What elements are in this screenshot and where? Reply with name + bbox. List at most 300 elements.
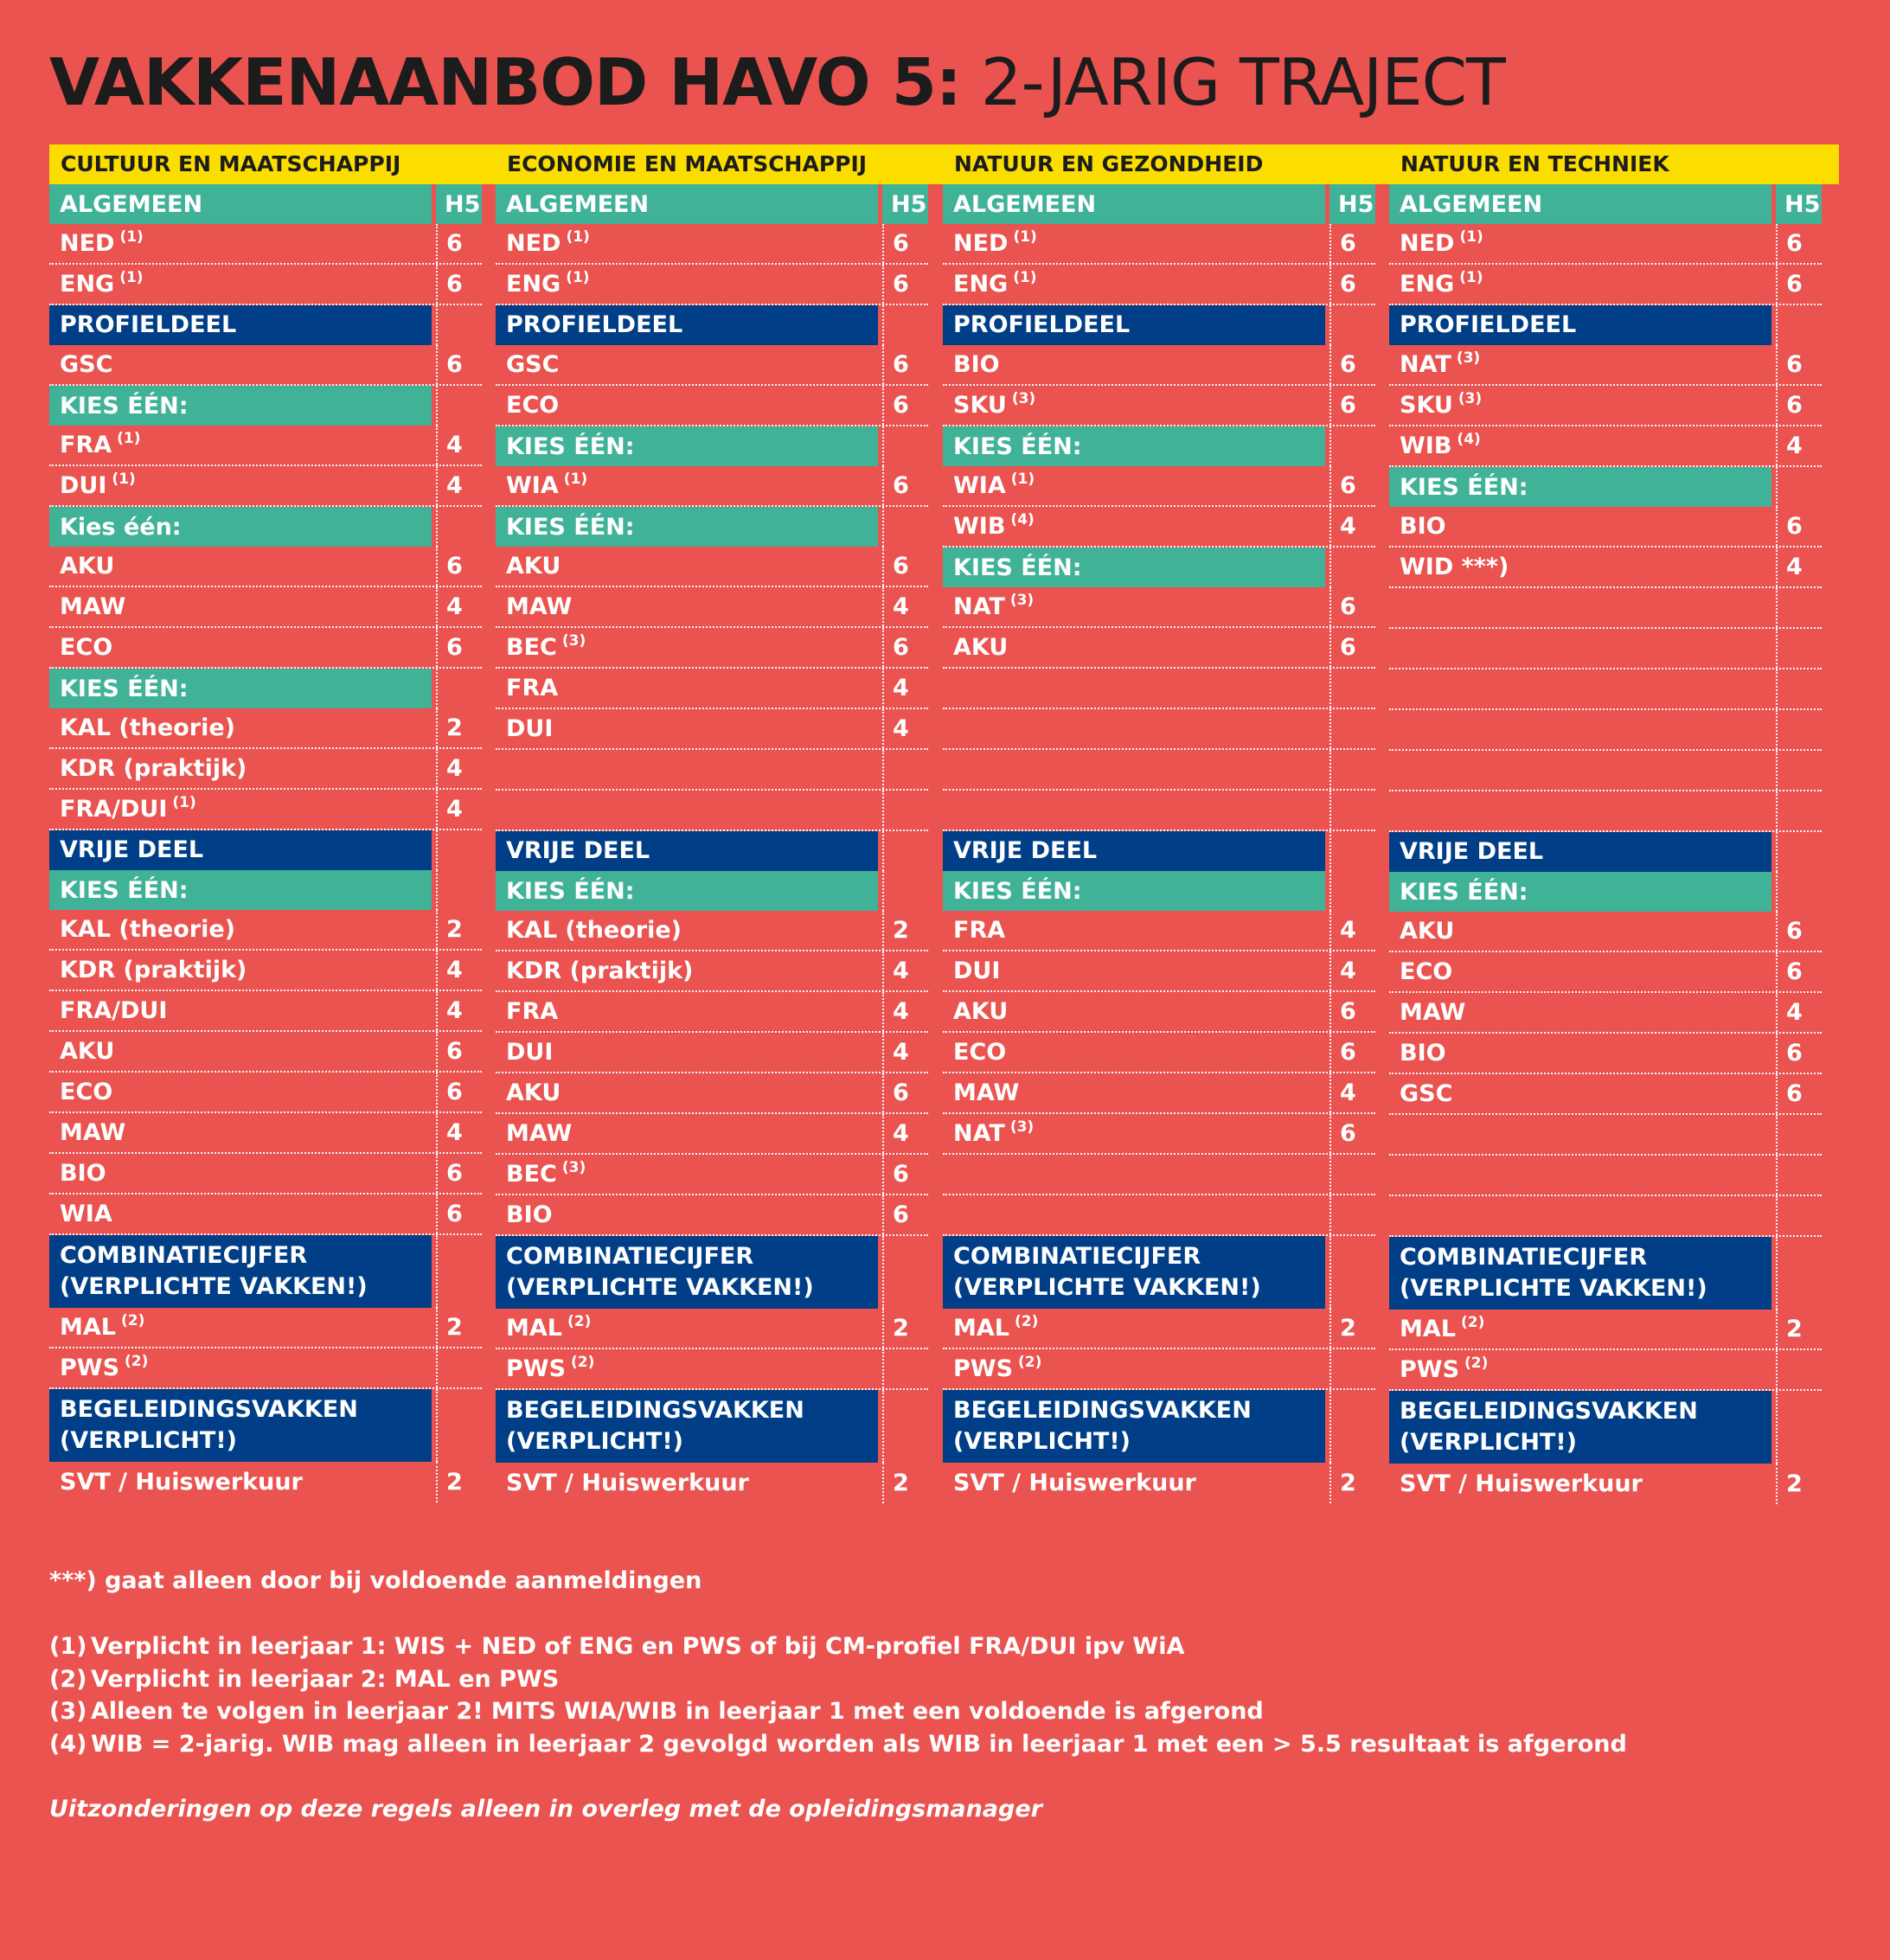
subject-name [943, 709, 1325, 748]
subject-name [49, 628, 432, 667]
hours-value: 4 [1329, 1073, 1375, 1112]
subject-label: AKU [953, 634, 1009, 661]
hours-value: 6 [1776, 507, 1822, 546]
hours-value: 6 [1776, 345, 1822, 384]
footnote-2 [49, 1666, 559, 1693]
hours-value: 6 [1329, 1114, 1375, 1153]
subject-name [496, 911, 878, 950]
subject-label: VRIJE DEEL [60, 836, 204, 863]
subject-label: SKU [953, 392, 1007, 419]
section-header [496, 831, 928, 871]
hours-value: 6 [1329, 628, 1375, 667]
subject-row [49, 1348, 482, 1389]
subject-label: MAL [506, 1315, 562, 1342]
subject-row [496, 1195, 928, 1236]
subject-row [943, 709, 1375, 750]
subject-row [943, 587, 1375, 628]
subject-name [1389, 1196, 1771, 1235]
subject-label: FRA [506, 675, 559, 701]
subject-row [943, 507, 1375, 548]
section-header-algemeen [943, 184, 1375, 224]
section-header [496, 1390, 928, 1463]
hours-value: 6 [436, 1073, 482, 1111]
subject-label: BIO [506, 1201, 553, 1228]
subject-row [496, 709, 928, 750]
subject-name [943, 265, 1325, 304]
subject-name [1389, 507, 1771, 546]
hours-value: 4 [436, 466, 482, 505]
hours-value: 6 [882, 628, 928, 667]
footnote-text: Verplicht in leerjaar 2: MAL en PWS [91, 1666, 560, 1693]
hours-value: 6 [436, 345, 482, 384]
hours-value [1329, 750, 1375, 789]
subject-row [1389, 1074, 1822, 1115]
subject-row [49, 1073, 482, 1113]
subject-row [49, 345, 482, 386]
subject-label: GSC [1400, 1080, 1453, 1107]
subject-row [496, 1309, 928, 1349]
subject-label: PROFIELDEEL [506, 311, 683, 338]
subject-row [49, 749, 482, 790]
subject-label: AKU [506, 553, 561, 580]
subject-row [496, 1073, 928, 1114]
hours-value: 2 [436, 1462, 482, 1502]
subject-label: SVT / Huiswerkuur [60, 1469, 303, 1496]
subject-row [496, 587, 928, 628]
subject-name [49, 1032, 432, 1071]
subject-row [49, 1462, 482, 1502]
hours-value [882, 305, 928, 345]
hours-value: 6 [1329, 466, 1375, 505]
hours-value: 6 [436, 224, 482, 263]
subject-label: AKU [1400, 918, 1455, 945]
hours-value: 2 [436, 1308, 482, 1347]
subject-label: NAT [953, 1120, 1005, 1147]
subject-label: ALGEMEEN [953, 190, 1097, 218]
subject-label: PWS [506, 1355, 567, 1382]
subject-name [496, 426, 878, 466]
hours-value [1329, 709, 1375, 748]
subject-label: ENG [506, 271, 561, 298]
subject-name [496, 628, 878, 667]
subject-row [1389, 1350, 1822, 1391]
subject-row [943, 224, 1375, 265]
subject-label: NED [506, 230, 561, 257]
footnote-ref: (2) [1018, 1353, 1042, 1371]
footnote-ref: (1) [1459, 227, 1483, 246]
hours-value: 4 [436, 426, 482, 464]
footnote-1 [49, 1633, 1184, 1660]
subject-name [49, 547, 432, 586]
choice-header [496, 871, 928, 911]
hours-value [882, 1390, 928, 1463]
footnote-ref: (2) [567, 1312, 592, 1330]
section-header [1389, 305, 1822, 345]
profile-column-nt [1389, 184, 1822, 1508]
hours-value [1329, 1349, 1375, 1388]
hours-value: 6 [436, 547, 482, 586]
hours-value: 2 [882, 911, 928, 950]
subject-row [1389, 993, 1822, 1034]
hours-value: 6 [882, 1155, 928, 1194]
subject-label: SKU [1400, 392, 1453, 419]
subject-name [1389, 426, 1771, 465]
hours-value [1776, 872, 1822, 912]
subject-name [496, 750, 878, 789]
subject-label: ENG [953, 271, 1009, 298]
subject-label: PROFIELDEEL [953, 311, 1131, 338]
subject-name [943, 911, 1325, 950]
hours-value: 4 [1776, 548, 1822, 586]
subject-name [496, 831, 878, 871]
hours-value [436, 386, 482, 426]
subject-row [496, 547, 928, 587]
subject-name [1389, 669, 1771, 708]
subject-label: SVT / Huiswerkuur [506, 1470, 749, 1496]
category-title-nt: NATUUR EN TECHNIEK [1400, 151, 1669, 176]
hours-value: 4 [1776, 426, 1822, 465]
subject-name [1389, 872, 1771, 912]
subject-row [1389, 952, 1822, 993]
choice-header [1389, 872, 1822, 912]
subject-row [1389, 1310, 1822, 1350]
subject-label: COMBINATIECIJFER (VERPLICHTE VAKKEN!) [1400, 1244, 1707, 1302]
subject-row [496, 791, 928, 831]
section-header [49, 1389, 482, 1462]
subject-label: FRA [60, 432, 112, 458]
footnote-label: (1) [49, 1633, 87, 1660]
subject-label: BIO [60, 1160, 106, 1187]
subject-label: WIA [60, 1201, 112, 1227]
subject-label: PWS [60, 1355, 120, 1381]
subject-row [496, 224, 928, 265]
hours-value [882, 426, 928, 466]
profile-column-ng [943, 184, 1375, 1508]
subject-row [943, 1033, 1375, 1073]
section-header [1389, 1237, 1822, 1310]
subject-label: NAT [953, 593, 1005, 620]
hours-value [1776, 629, 1822, 668]
footnote-ref: (2) [1460, 1313, 1485, 1331]
subject-name [943, 628, 1325, 667]
subject-label: VRIJE DEEL [953, 837, 1098, 864]
subject-label: AKU [953, 998, 1009, 1025]
subject-name [1389, 791, 1771, 830]
subject-row [496, 669, 928, 709]
subject-row [1389, 629, 1822, 669]
subject-label: PROFIELDEEL [1400, 311, 1577, 338]
footnote-ref: (2) [571, 1353, 595, 1371]
h5-column-header: H5 [1329, 184, 1375, 224]
subject-label: WIA [953, 472, 1006, 499]
subject-label: SVT / Huiswerkuur [1400, 1470, 1643, 1497]
subject-row [496, 951, 928, 992]
hours-value: 4 [882, 587, 928, 626]
subject-row [943, 265, 1375, 305]
subject-table [49, 144, 1839, 1508]
subject-name [496, 1155, 878, 1194]
subject-row [496, 1349, 928, 1390]
choice-header [496, 426, 928, 466]
subject-label: MAW [506, 1120, 573, 1147]
footnote-ref: (1) [566, 268, 590, 286]
subject-row [496, 628, 928, 669]
subject-name [943, 587, 1325, 626]
subject-name [1389, 386, 1771, 425]
section-header [1389, 1391, 1822, 1464]
hours-value: 4 [882, 951, 928, 990]
subject-name [496, 1309, 878, 1348]
choice-header [1389, 467, 1822, 507]
subject-label: SVT / Huiswerkuur [953, 1470, 1196, 1496]
subject-row [943, 628, 1375, 669]
footnote-ref: (1) [117, 429, 141, 447]
subject-row [496, 265, 928, 305]
subject-row [943, 750, 1375, 791]
subject-row [943, 911, 1375, 951]
subject-row [49, 910, 482, 951]
subject-name [943, 1309, 1325, 1348]
footnote-ref: (2) [1464, 1354, 1489, 1372]
subject-row [943, 1349, 1375, 1390]
hours-value [1776, 1237, 1822, 1310]
subject-row [1389, 1156, 1822, 1196]
subject-label: GSC [60, 351, 113, 378]
hours-value [436, 1235, 482, 1308]
subject-label: GSC [506, 351, 560, 378]
subject-row [49, 1308, 482, 1348]
subject-label: NED [60, 230, 115, 257]
hours-value [436, 1389, 482, 1462]
footnote-ref: (4) [1010, 510, 1035, 528]
hours-value: 4 [436, 790, 482, 829]
category-title-em: ECONOMIE EN MAATSCHAPPIJ [507, 151, 868, 176]
footnote-ref: (1) [1010, 470, 1035, 488]
hours-value: 2 [1329, 1309, 1375, 1348]
footnote-ref: (1) [1459, 268, 1483, 286]
subject-label: ALGEMEEN [60, 190, 203, 218]
footnote-label: (3) [49, 1698, 87, 1725]
subject-label: NED [1400, 230, 1455, 257]
subject-row [49, 628, 482, 669]
hours-value [1329, 1236, 1375, 1309]
subject-row [49, 1113, 482, 1154]
hours-value [1776, 305, 1822, 345]
subject-label: DUI [953, 958, 1001, 984]
hours-value [882, 507, 928, 547]
section-header [49, 1235, 482, 1308]
subject-label: KIES ÉÉN: [506, 513, 635, 541]
subject-label: KIES ÉÉN: [60, 392, 189, 420]
section-header [943, 1236, 1375, 1309]
footnote-label: (4) [49, 1731, 87, 1758]
subject-label: WID ***) [1400, 554, 1509, 580]
hours-value [1329, 871, 1375, 911]
footnote-ref: (3) [1458, 389, 1483, 407]
subject-name [496, 1349, 878, 1388]
hours-value: 4 [882, 1114, 928, 1153]
hours-value: 4 [436, 991, 482, 1030]
subject-name [943, 386, 1325, 425]
subject-row [496, 466, 928, 507]
hours-value [1776, 1350, 1822, 1389]
subject-label: PROFIELDEEL [60, 311, 237, 338]
footnote-ref: (1) [119, 227, 144, 246]
hours-value: 6 [1329, 587, 1375, 626]
subject-name [496, 466, 878, 505]
footnote-ref: (4) [1457, 430, 1481, 448]
subject-row [1389, 386, 1822, 426]
subject-name [49, 386, 432, 426]
subject-name [1389, 993, 1771, 1032]
subject-name [1389, 224, 1771, 263]
subject-label: FRA/DUI [60, 997, 168, 1024]
subject-label: WIA [506, 472, 559, 499]
subject-name [943, 1463, 1325, 1503]
subject-name [496, 345, 878, 384]
subject-name [49, 265, 432, 304]
subject-row [1389, 791, 1822, 832]
subject-name [943, 1155, 1325, 1194]
subject-row [49, 265, 482, 305]
subject-row [49, 991, 482, 1032]
subject-row [943, 1463, 1375, 1503]
subject-name [496, 951, 878, 990]
hours-value [1329, 669, 1375, 708]
hours-value: 6 [1776, 1074, 1822, 1113]
section-header-algemeen [496, 184, 928, 224]
subject-row [496, 750, 928, 791]
subject-label: BIO [1400, 1040, 1446, 1066]
subject-row [943, 669, 1375, 709]
hours-value: 6 [436, 265, 482, 304]
section-header [943, 1390, 1375, 1463]
subject-label: KIES ÉÉN: [506, 877, 635, 905]
footnote-ref: (1) [112, 470, 136, 488]
subject-name [49, 466, 432, 505]
choice-header [49, 870, 482, 910]
subject-name [49, 830, 432, 870]
subject-label: DUI [506, 1039, 554, 1066]
subject-name [943, 1390, 1325, 1463]
hours-value [1776, 1115, 1822, 1154]
subject-name [943, 1073, 1325, 1112]
subject-name [943, 1114, 1325, 1153]
subject-label: ENG [1400, 271, 1455, 298]
hours-value [1776, 791, 1822, 830]
subject-name [1389, 1034, 1771, 1073]
subject-label: FRA/DUI [60, 796, 168, 823]
subject-name [1389, 832, 1771, 872]
subject-name [943, 992, 1325, 1031]
subject-row [49, 1032, 482, 1073]
hours-value: 6 [1329, 345, 1375, 384]
section-header-algemeen [1389, 184, 1822, 224]
subject-name [496, 386, 878, 425]
choice-header [49, 669, 482, 708]
footnote-stars: ***) gaat alleen door bij voldoende aanmeldingen [49, 1567, 702, 1594]
subject-name [1389, 1350, 1771, 1389]
category-title-ng: NATUUR EN GEZONDHEID [954, 151, 1264, 176]
subject-label: ECO [60, 634, 113, 661]
hours-value: 6 [882, 547, 928, 586]
hours-value: 2 [1329, 1463, 1375, 1503]
hours-value: 6 [882, 265, 928, 304]
subject-name [943, 426, 1325, 466]
subject-name [49, 749, 432, 788]
subject-name [49, 1308, 432, 1347]
subject-name [496, 791, 878, 829]
hours-value [1329, 831, 1375, 871]
subject-row [1389, 426, 1822, 467]
subject-row [1389, 345, 1822, 386]
hours-value: 4 [1329, 911, 1375, 950]
subject-row [49, 426, 482, 466]
choice-header [49, 507, 482, 547]
subject-name [496, 507, 878, 547]
hours-value [882, 871, 928, 911]
subject-name [1389, 265, 1771, 304]
hours-value: 6 [882, 466, 928, 505]
hours-value: 2 [1776, 1310, 1822, 1348]
subject-name [496, 1114, 878, 1153]
subject-row [1389, 588, 1822, 629]
subject-row [1389, 1196, 1822, 1237]
subject-name [496, 709, 878, 748]
section-header [496, 1236, 928, 1309]
subject-name [1389, 467, 1771, 507]
footnote-3 [49, 1698, 1264, 1725]
footnote-ref: (2) [120, 1311, 145, 1329]
subject-label: KAL (theorie) [60, 714, 235, 741]
section-header [1389, 832, 1822, 872]
subject-label: MAL [60, 1314, 116, 1341]
subject-label: MAW [506, 593, 573, 620]
subject-row [1389, 710, 1822, 751]
hours-value: 6 [1776, 224, 1822, 263]
subject-row [496, 911, 928, 951]
subject-label: KIES ÉÉN: [506, 432, 635, 460]
section-header-algemeen [49, 184, 482, 224]
subject-name [49, 224, 432, 263]
subject-name [496, 1236, 878, 1309]
hours-value: 2 [1776, 1464, 1822, 1504]
hours-value: 6 [1776, 912, 1822, 951]
subject-name [943, 1349, 1325, 1388]
subject-name [49, 184, 432, 224]
hours-value: 6 [882, 1073, 928, 1112]
subject-name [49, 1113, 432, 1152]
footnote-label: (2) [49, 1666, 87, 1693]
subject-name [49, 426, 432, 464]
subject-row [49, 547, 482, 587]
section-header [943, 831, 1375, 871]
subject-name [49, 1462, 432, 1502]
subject-name [943, 548, 1325, 587]
subject-name [496, 871, 878, 911]
subject-name [943, 951, 1325, 990]
subject-row [49, 1154, 482, 1195]
title-bold: VAKKENAANBOD HAVO 5: [49, 44, 961, 120]
subject-label: WIB [953, 513, 1006, 540]
subject-label: ECO [506, 392, 560, 419]
hours-value [1776, 832, 1822, 872]
hours-value [436, 870, 482, 910]
subject-name [496, 1033, 878, 1072]
subject-name [496, 224, 878, 263]
hours-value [436, 507, 482, 547]
hours-value [1329, 426, 1375, 466]
